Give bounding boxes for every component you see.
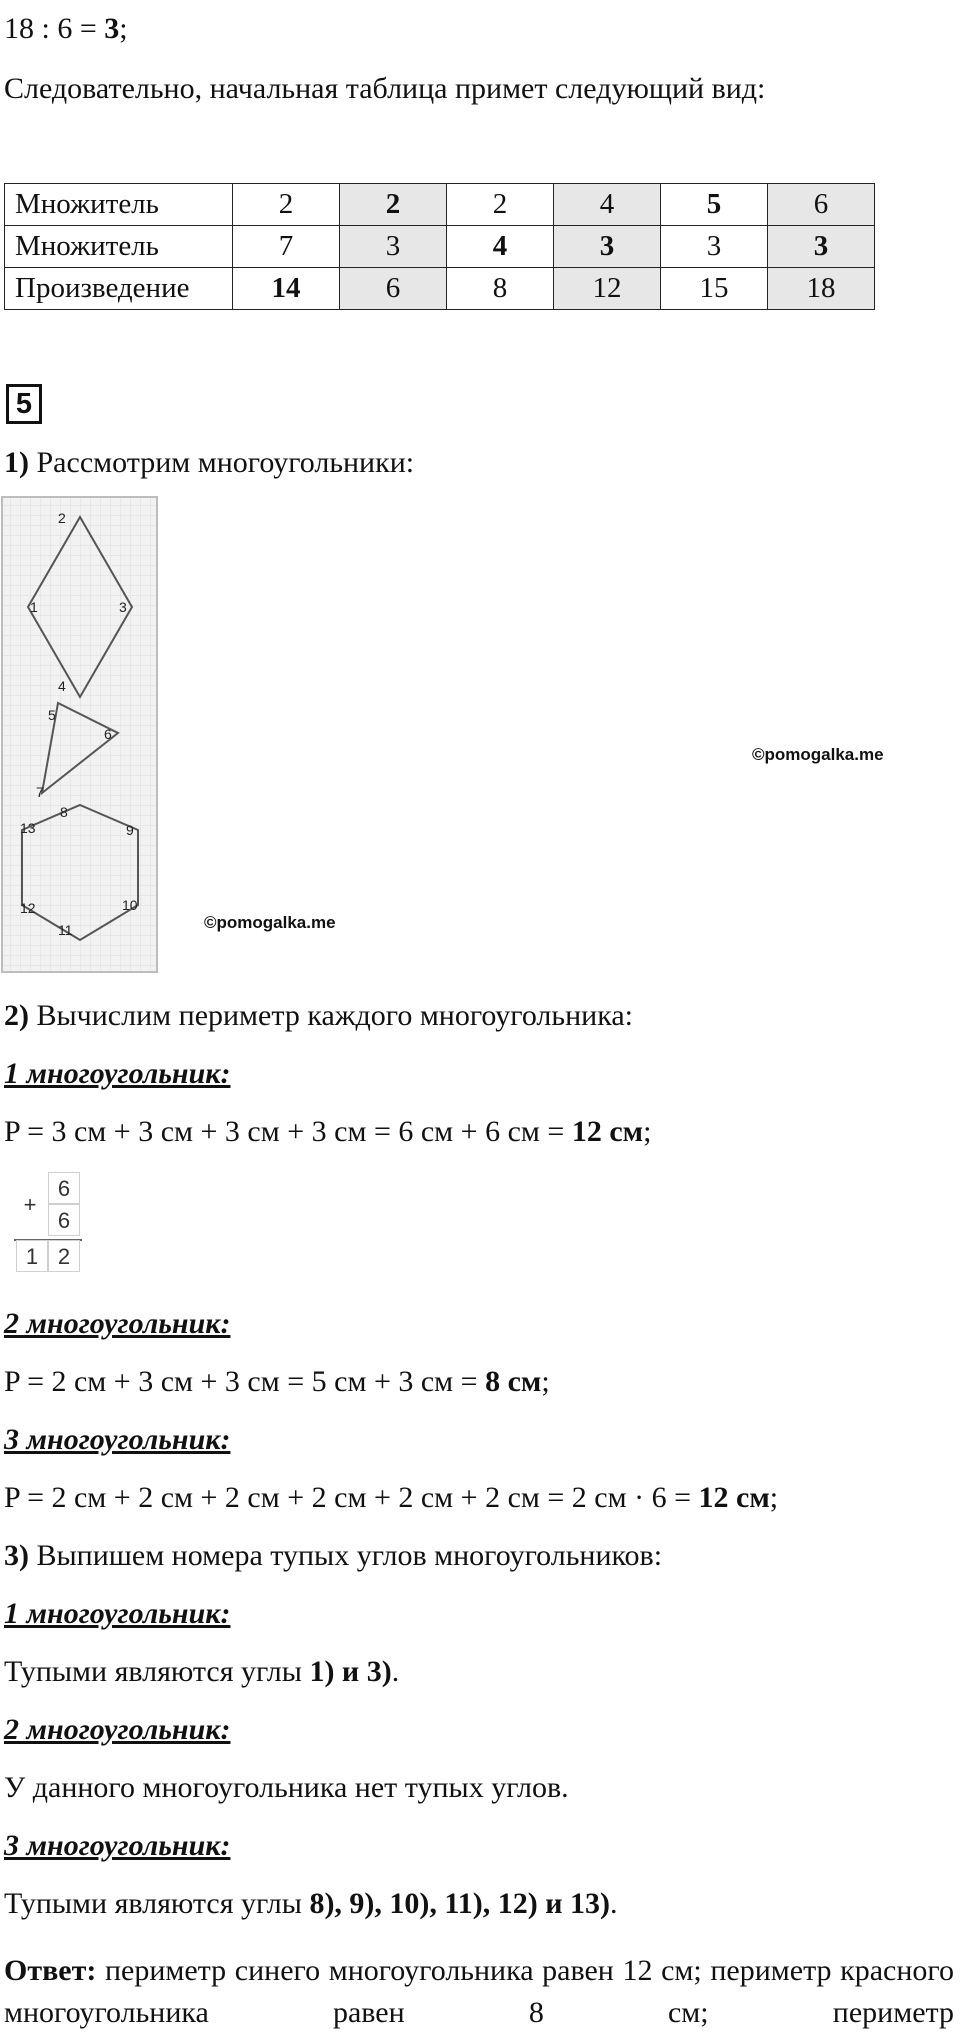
part2-line xyxy=(4,997,633,1035)
multiplication-table xyxy=(4,183,875,310)
table-cell: 3 xyxy=(340,226,447,268)
division-line xyxy=(4,10,128,48)
table-cell: 2 xyxy=(447,184,554,226)
part2-poly3-result: 12 см xyxy=(698,1481,770,1514)
table-row-label: Произведение xyxy=(5,268,233,310)
answer-label: Ответ: xyxy=(4,1954,97,1987)
table-cell: 12 xyxy=(554,268,661,310)
part3-poly3-suffix: . xyxy=(610,1887,618,1920)
part3-poly1-angles: 1) и 3) xyxy=(309,1655,392,1688)
part2-poly1-result: 12 см xyxy=(571,1115,644,1148)
table-cell: 15 xyxy=(661,268,768,310)
part3-poly2-text: У данного многоугольника нет тупых углов. xyxy=(4,1771,569,1804)
answer-text: периметр синего многоугольника равен 12 см; периметр красного многоугольника равен 8 см; периметр xyxy=(4,1954,954,2029)
part2-poly3-heading: 3 многоугольник: xyxy=(4,1423,231,1456)
vertex-label-11: 11 xyxy=(58,922,73,938)
part3-poly1-suffix: . xyxy=(391,1655,400,1688)
vertex-label-13: 13 xyxy=(20,820,36,836)
part2-poly2-formula: P = 2 см + 3 см + 3 см = 5 см + 3 см = xyxy=(4,1365,486,1398)
vertex-label-9: 9 xyxy=(126,822,134,838)
table-cell: 2 xyxy=(340,184,447,226)
part3-poly1-line xyxy=(4,1653,399,1691)
part3-text: Выпишем номера тупых углов многоугольников: xyxy=(29,1539,663,1572)
table-cell: 18 xyxy=(768,268,875,310)
part2-text: Вычислим периметр каждого многоугольника: xyxy=(29,999,633,1032)
table-cell: 8 xyxy=(447,268,554,310)
watermark-outer: ©pomogalka.me xyxy=(752,745,884,764)
part3-line xyxy=(4,1537,662,1575)
part3-poly3-prefix: Тупыми являются углы xyxy=(4,1887,310,1920)
vertex-label-5: 5 xyxy=(48,707,56,723)
part3-number: 3) xyxy=(4,1539,29,1572)
part2-poly2-heading: 2 многоугольник: xyxy=(4,1307,231,1340)
part3-poly1-heading: 1 многоугольник: xyxy=(4,1597,231,1630)
vertex-label-12: 12 xyxy=(20,900,36,916)
column-addition-sign: + xyxy=(23,1192,37,1217)
part3-poly3-line xyxy=(4,1885,618,1923)
part3-poly2-heading: 2 многоугольник: xyxy=(4,1713,231,1746)
part3-poly1-prefix: Тупыми являются углы xyxy=(4,1655,310,1688)
column-addition-a: 6 xyxy=(48,1172,80,1204)
vertex-label-4: 4 xyxy=(58,678,66,694)
table-row-label: Множитель xyxy=(5,226,233,268)
table-cell: 14 xyxy=(233,268,340,310)
part2-poly1-heading: 1 многоугольник: xyxy=(4,1057,231,1090)
table-row xyxy=(5,226,875,268)
vertex-label-3: 3 xyxy=(119,599,127,615)
vertex-label-8: 8 xyxy=(60,804,68,820)
table-cell: 4 xyxy=(447,226,554,268)
table-cell: 4 xyxy=(554,184,661,226)
table-cell: 6 xyxy=(340,268,447,310)
table-cell: 3 xyxy=(661,226,768,268)
table-cell: 3 xyxy=(554,226,661,268)
intro-text: Следовательно, начальная таблица примет следующий вид: xyxy=(4,72,766,105)
part1-number: 1) xyxy=(4,446,29,479)
division-expression: 18 : 6 = xyxy=(4,12,105,45)
part2-number: 2) xyxy=(4,999,29,1032)
part2-poly2-formula-line: P = 2 см + 3 см + 3 см = 5 см + 3 см = 8 см; xyxy=(4,1365,550,1398)
table-row xyxy=(5,268,875,310)
division-tail: ; xyxy=(119,12,128,45)
table-row-label: Множитель xyxy=(5,184,233,226)
part1-text: Рассмотрим многоугольники: xyxy=(29,446,415,479)
part2-poly1-formula-line: P = 3 см + 3 см + 3 см + 3 см = 6 см + 6 см = 12 см; xyxy=(4,1115,652,1148)
part2-poly3-formula-line: P = 2 см + 2 см + 2 см + 2 см + 2 см + 2 см = 2 см · 6 = 12 см; xyxy=(4,1481,779,1514)
table-cell: 3 xyxy=(768,226,875,268)
table-cell: 6 xyxy=(768,184,875,226)
task-number-box: 5 xyxy=(6,384,42,424)
table-cell: 2 xyxy=(233,184,340,226)
part1-line xyxy=(4,444,414,482)
division-result: 3 xyxy=(104,12,120,45)
column-addition-sum-units: 2 xyxy=(48,1240,80,1272)
vertex-label-6: 6 xyxy=(104,726,112,742)
part3-poly3-angles: 8), 9), 10), 11), 12) и 13) xyxy=(309,1887,611,1920)
table-cell: 7 xyxy=(233,226,340,268)
answer-paragraph xyxy=(4,1950,954,2034)
vertex-label-2: 2 xyxy=(58,510,66,526)
column-addition xyxy=(14,1172,82,1272)
column-addition-sum-tens: 1 xyxy=(16,1240,48,1272)
watermark-inner: ©pomogalka.me xyxy=(204,913,336,932)
part2-poly1-formula: P = 3 см + 3 см + 3 см + 3 см = 6 см + 6 см = xyxy=(4,1115,572,1148)
vertex-label-10: 10 xyxy=(122,897,138,913)
column-addition-b: 6 xyxy=(48,1204,80,1236)
part2-poly3-formula: P = 2 см + 2 см + 2 см + 2 см + 2 см + 2 см = 2 см · 6 = xyxy=(4,1481,699,1514)
table-row xyxy=(5,184,875,226)
table-cell: 5 xyxy=(661,184,768,226)
part2-poly2-result: 8 см xyxy=(485,1365,542,1398)
vertex-label-7: 7 xyxy=(36,784,44,800)
polygons-figure xyxy=(0,495,162,975)
vertex-label-1: 1 xyxy=(30,599,38,615)
part3-poly3-heading: 3 многоугольник: xyxy=(4,1829,231,1862)
